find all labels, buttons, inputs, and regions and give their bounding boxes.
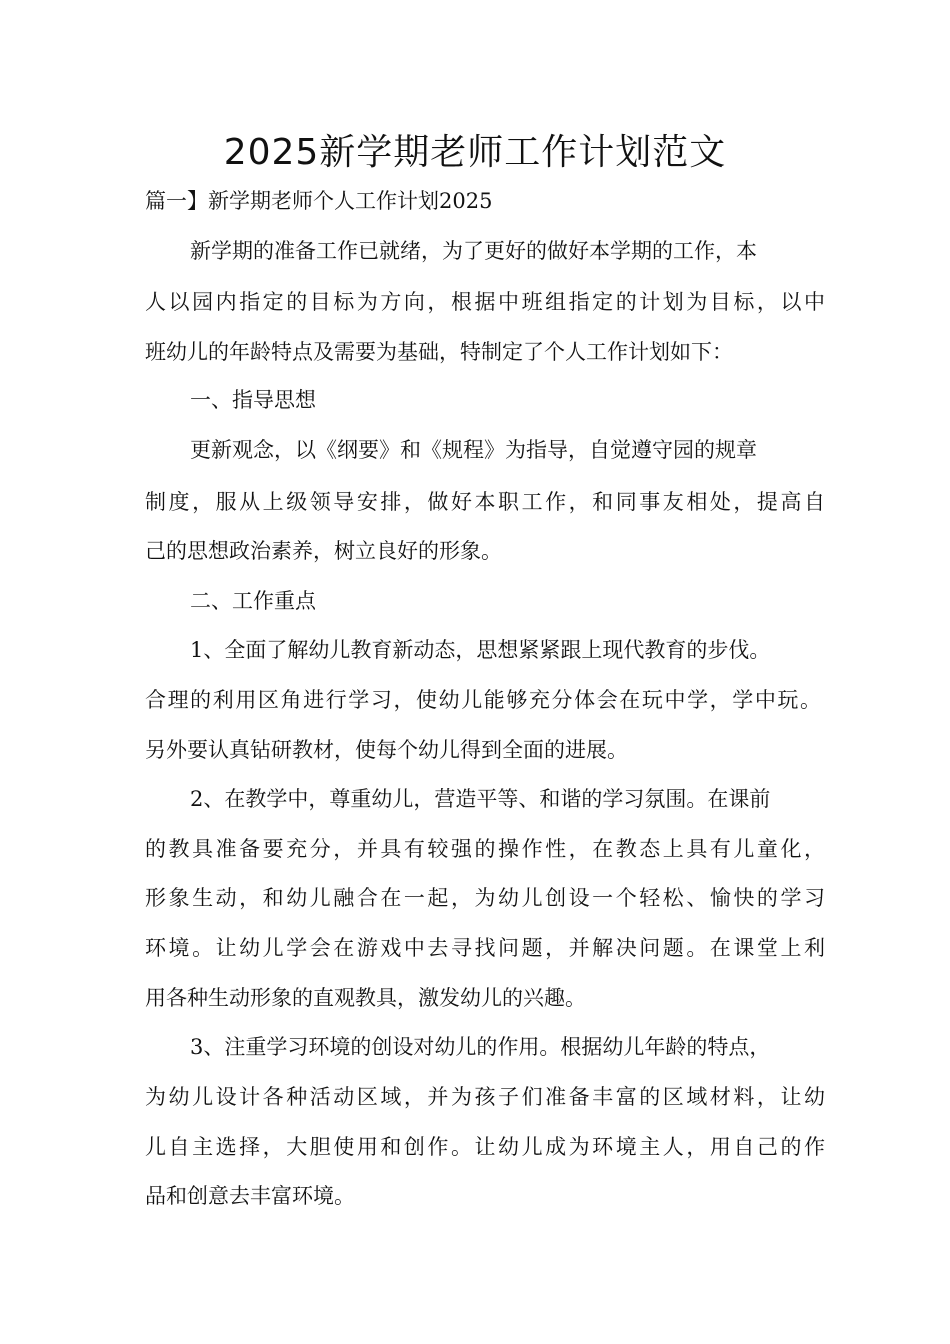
paragraph-line: 己的思想政治素养，树立良好的形象。 [145,539,502,563]
paragraph-line: 2、在教学中，尊重幼儿，营造平等、和谐的学习氛围。在课前 [190,787,771,811]
paragraph-line: 形象生动，和幼儿融合在一起，为幼儿创设一个轻松、愉快的学习 [145,886,825,910]
paragraph-line: 制度，服从上级领导安排，做好本职工作，和同事友相处，提高自 [145,490,825,514]
paragraph-line: 新学期的准备工作已就绪，为了更好的做好本学期的工作，本 [190,239,757,263]
paragraph-line: 品和创意去丰富环境。 [145,1184,355,1208]
paragraph-line: 3、注重学习环境的创设对幼儿的作用。根据幼儿年龄的特点， [190,1035,771,1059]
paragraph-line: 另外要认真钻研教材，使每个幼儿得到全面的进展。 [145,738,628,762]
paragraph-line: 更新观念，以《纲要》和《规程》为指导，自觉遵守园的规章 [190,438,757,462]
paragraph-line: 儿自主选择，大胆使用和创作。让幼儿成为环境主人，用自己的作 [145,1135,825,1159]
section-heading: 二、工作重点 [190,589,316,613]
document-subtitle: 篇一】新学期老师个人工作计划2025 [145,189,493,213]
paragraph-line: 合理的利用区角进行学习，使幼儿能够充分体会在玩中学，学中玩。 [145,688,821,712]
paragraph-line: 班幼儿的年龄特点及需要为基础，特制定了个人工作计划如下： [145,340,733,364]
paragraph-line: 人以园内指定的目标为方向，根据中班组指定的计划为目标，以中 [145,290,825,314]
section-heading: 一、指导思想 [190,388,316,412]
paragraph-line: 的教具准备要充分，并具有较强的操作性，在教态上具有儿童化， [145,837,825,861]
paragraph-line: 为幼儿设计各种活动区域，并为孩子们准备丰富的区域材料，让幼 [145,1085,825,1109]
document-title: 2025新学期老师工作计划范文 [223,132,727,173]
paragraph-line: 1、全面了解幼儿教育新动态，思想紧紧跟上现代教育的步伐。 [190,638,771,662]
paragraph-line: 用各种生动形象的直观教具，激发幼儿的兴趣。 [145,986,586,1010]
paragraph-line: 环境。让幼儿学会在游戏中去寻找问题，并解决问题。在课堂上利 [145,936,825,960]
